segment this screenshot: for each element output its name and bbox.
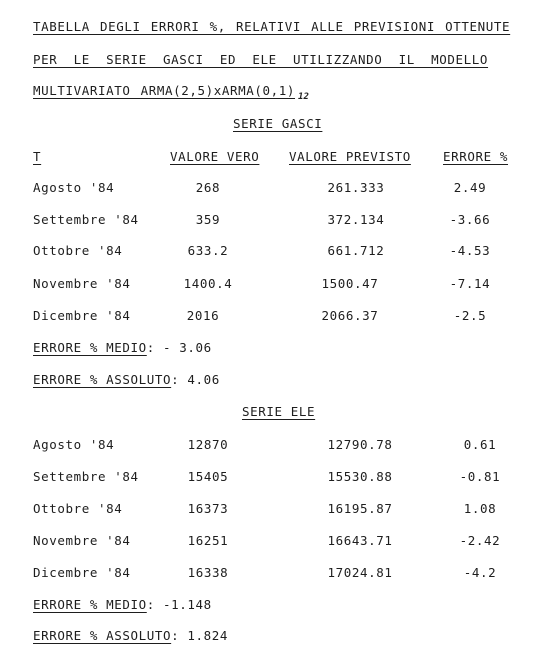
title-line-2: PER LE SERIE GASCI ED ELE UTILIZZANDO IL MODELLO — [33, 52, 489, 67]
valore-previsto-cell: 16195.87 — [327, 501, 393, 516]
month-cell: Novembre '84 — [33, 276, 131, 291]
section-title-gasci: SERIE GASCI — [233, 116, 323, 131]
errore-cell: -2.5 — [453, 308, 487, 323]
valore-previsto-cell: 16643.71 — [327, 533, 393, 548]
errore-cell: -4.53 — [449, 243, 491, 258]
errore-cell: 0.61 — [463, 437, 497, 452]
month-cell: Ottobre '84 — [33, 243, 123, 258]
summary-medio-ele — [33, 597, 212, 612]
summary-label: ERRORE % MEDIO — [33, 597, 147, 612]
errore-cell: 2.49 — [453, 180, 487, 195]
errore-cell: -2.42 — [459, 533, 501, 548]
month-cell: Agosto '84 — [33, 180, 115, 195]
errore-cell: -7.14 — [449, 276, 491, 291]
valore-vero-cell: 12870 — [187, 437, 229, 452]
month-cell: Dicembre '84 — [33, 565, 131, 580]
valore-vero-cell: 359 — [195, 212, 221, 227]
valore-previsto-cell: 261.333 — [327, 180, 385, 195]
summary-value: : -1.148 — [146, 597, 212, 612]
valore-vero-cell: 2016 — [186, 308, 220, 323]
month-cell: Ottobre '84 — [33, 501, 123, 516]
valore-vero-cell: 16251 — [187, 533, 229, 548]
header-valore-previsto: VALORE PREVISTO — [289, 149, 411, 164]
summary-assoluto-gasci — [33, 372, 220, 387]
summary-label: ERRORE % ASSOLUTO — [33, 372, 172, 387]
month-cell: Settembre '84 — [33, 469, 139, 484]
valore-previsto-cell: 661.712 — [327, 243, 385, 258]
summary-label: ERRORE % MEDIO — [33, 340, 147, 355]
valore-previsto-cell: 12790.78 — [327, 437, 393, 452]
model-name: MULTIVARIATO ARMA(2,5)xARMA(0,1) — [33, 83, 296, 98]
valore-previsto-cell: 15530.88 — [327, 469, 393, 484]
summary-value: : 1.824 — [171, 628, 229, 643]
valore-previsto-cell: 2066.37 — [321, 308, 379, 323]
errore-cell: -0.81 — [459, 469, 501, 484]
summary-medio-gasci — [33, 340, 212, 355]
valore-previsto-cell: 17024.81 — [327, 565, 393, 580]
model-subscript: 12 — [298, 92, 309, 102]
valore-vero-cell: 16373 — [187, 501, 229, 516]
summary-label: ERRORE % ASSOLUTO — [33, 628, 172, 643]
section-title-ele: SERIE ELE — [242, 404, 316, 419]
errore-cell: -4.2 — [463, 565, 497, 580]
summary-value: : - 3.06 — [146, 340, 212, 355]
title-line-3 — [33, 83, 309, 101]
month-cell: Dicembre '84 — [33, 308, 131, 323]
valore-vero-cell: 1400.4 — [183, 276, 233, 291]
valore-vero-cell: 268 — [195, 180, 221, 195]
month-cell: Novembre '84 — [33, 533, 131, 548]
valore-vero-cell: 15405 — [187, 469, 229, 484]
month-cell: Settembre '84 — [33, 212, 139, 227]
title-line-1: TABELLA DEGLI ERRORI %, RELATIVI ALLE PREVISIONI OTTENUTE — [33, 19, 511, 34]
month-cell: Agosto '84 — [33, 437, 115, 452]
valore-vero-cell: 633.2 — [187, 243, 229, 258]
errore-cell: 1.08 — [463, 501, 497, 516]
valore-vero-cell: 16338 — [187, 565, 229, 580]
valore-previsto-cell: 1500.47 — [321, 276, 379, 291]
header-t: T — [33, 149, 42, 164]
summary-value: : 4.06 — [171, 372, 220, 387]
header-valore-vero: VALORE VERO — [170, 149, 260, 164]
errore-cell: -3.66 — [449, 212, 491, 227]
header-errore: ERRORE % — [443, 149, 509, 164]
valore-previsto-cell: 372.134 — [327, 212, 385, 227]
summary-assoluto-ele — [33, 628, 228, 643]
